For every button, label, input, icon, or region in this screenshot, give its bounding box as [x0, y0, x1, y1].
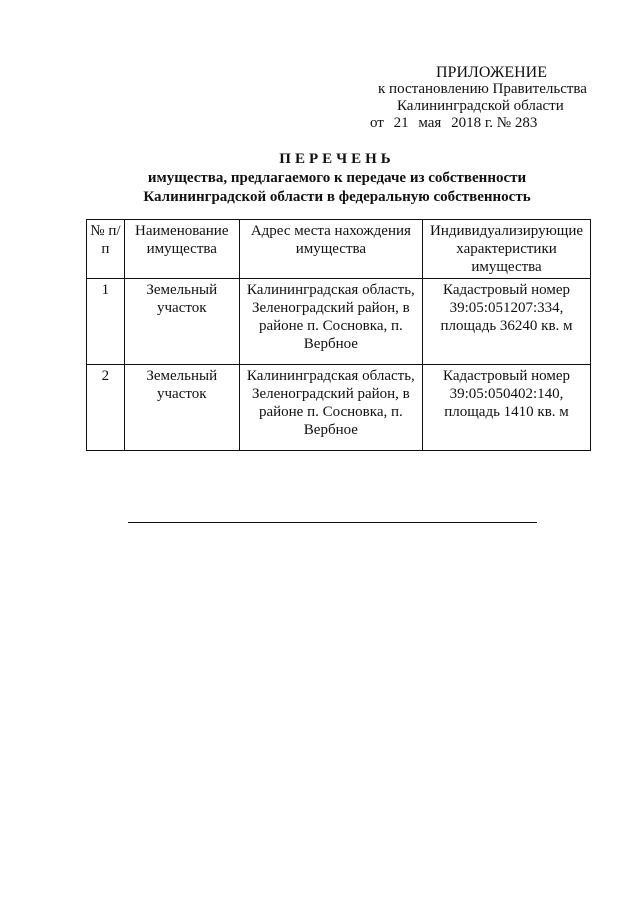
appendix-title: ПРИЛОЖЕНИЕ	[436, 64, 548, 81]
cell-name: Земельный участок	[124, 365, 239, 451]
date-year: 2018 г.	[451, 115, 494, 131]
document-heading	[0, 150, 640, 207]
cell-name: Земельный участок	[124, 279, 239, 365]
appendix-block	[360, 64, 610, 132]
header-name: Наименование имущества	[124, 220, 239, 279]
cell-address: Калининградская область, Зеленоградский район, в районе п. Сосновка, п. Вербное	[239, 365, 422, 451]
header-number: № п/п	[87, 220, 125, 279]
table-header-row	[87, 220, 591, 279]
cell-characteristics: Кадастровый номер 39:05:050402:140, площадь 1410 кв. м	[423, 365, 591, 451]
cell-number: 2	[87, 365, 125, 451]
appendix-date-line	[360, 115, 610, 132]
document-title: ПЕРЕЧЕНЬ	[279, 151, 395, 167]
table-row	[87, 365, 591, 451]
cell-characteristics: Кадастровый номер 39:05:051207:334, площадь 36240 кв. м	[423, 279, 591, 365]
appendix-resolution-line: к постановлению Правительства	[378, 81, 587, 97]
closing-rule	[128, 522, 537, 523]
property-table	[86, 219, 591, 451]
cell-address: Калининградская область, Зеленоградский район, в районе п. Сосновка, п. Вербное	[239, 279, 422, 365]
header-address: Адрес места нахождения имущества	[239, 220, 422, 279]
appendix-region-line: Калининградской области	[397, 98, 564, 114]
header-characteristics: Индивидуализирующие характеристики имущества	[423, 220, 591, 279]
heading-line-1: имущества, предлагаемого к передаче из собственности	[147, 170, 527, 186]
date-month: мая	[418, 115, 442, 131]
resolution-number: № 283	[496, 115, 538, 131]
date-prefix: от	[370, 115, 384, 131]
heading-line-2: Калининградской области в федеральную собственность	[143, 189, 531, 205]
cell-number: 1	[87, 279, 125, 365]
date-day: 21	[393, 115, 409, 131]
table-row	[87, 279, 591, 365]
